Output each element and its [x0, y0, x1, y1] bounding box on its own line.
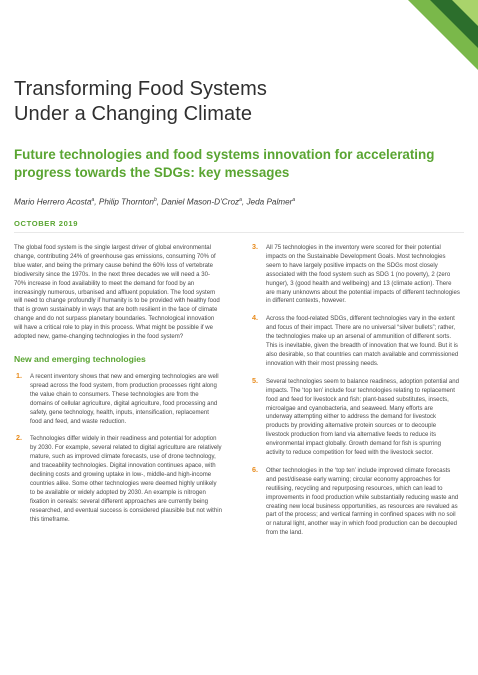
item-number: 4.	[252, 313, 258, 323]
title-line-2: Under a Changing Climate	[14, 103, 253, 125]
author-name: Daniel Mason-D’Croz	[161, 197, 240, 207]
item-number: 6.	[252, 464, 258, 474]
item-number: 5.	[252, 375, 258, 385]
divider	[14, 232, 464, 233]
right-column	[250, 244, 460, 547]
author-name: Philip Thornton	[98, 197, 154, 207]
author-affiliation-mark: a	[239, 197, 242, 203]
list-item	[250, 244, 460, 306]
left-column	[14, 244, 222, 533]
title-line-1: Transforming Food Systems	[14, 78, 267, 100]
subtitle: Future technologies and food systems innovation for accelerating progress towards the SDGs: key messages	[14, 147, 435, 180]
author-affiliation-mark: a	[292, 197, 296, 203]
item-text: Technologies differ widely in their readiness and potential for adoption by 2030. For example, several related to digital agriculture are relatively mature, such as improved climate forecasts, use of drone technology, and traceability technologies. Digital innovation continues apace, with declining costs and growing uptake in low-, middle-and high-income countries alike. Some other technologies were deemed highly unlikely to be available or widely adopted by 2030. An example is nitrogen fixation in cereals: several different approaches are currently being researched, and eventual success is considered plausible but not within this timeframe.	[30, 436, 222, 523]
item-text: Across the food-related SDGs, different technologies vary in the extent and focus of their impact. There are no universal “silver bullets”; rather, the technologies make up an arsenal of ammunition of different sorts. This is inevitable, given the breadth of innovation that we found. But it is also desirable, so that countries can match available and commissioned innovation with their most pressing needs.	[266, 316, 459, 367]
list-item	[250, 315, 460, 368]
item-text: A recent inventory shows that new and emerging technologies are well spread across the food system, from production processes right along the value chain to consumers. These technologies are from the domains of cellular agriculture, digital agriculture, food processing and safety, gene technology, health, inputs, intensification, replacement food and feed, and waste reduction.	[30, 373, 219, 425]
item-number: 3.	[252, 242, 258, 251]
item-number: 1.	[16, 370, 22, 380]
list-item	[14, 435, 222, 524]
item-text: Several technologies seem to balance readiness, adoption potential and impacts. The ‘top ten’ include four technologies relating to replacement food and feed for livestock and fish: plant-based substitutes, insects, microalgae and cyanobacteria, and seaweed. Many efforts are underway attempting either to address the demand for livestock products by providing alternative protein sources or to decouple livestock production from land via alternative feeds to reduce its environmental impact globally. Growth demand for fish is spurring activity to reduce competition for feed with the livestock sector.	[266, 378, 459, 457]
item-text: Other technologies in the ‘top ten’ include improved climate forecasts and pest/disease early warning; circular economy approaches for reutilising, recycling and repurposing resources, which can lead to improvements in food production while substantially reducing waste and creating new local business opportunities, as resources are revalued as part of the process; and vertical farming in confined spaces with no soil or natural light, another way in which food production can be decoupled from the land.	[266, 467, 459, 537]
author-name: Jeda Palmer	[246, 197, 293, 207]
page-title	[14, 77, 374, 127]
corner-graphic	[408, 0, 478, 70]
item-text: All 75 technologies in the inventory were scored for their potential impacts on the Sustainable Development Goals. Most technologies seem to have largely positive impacts on the SDGs most closely associated with the food system such as SDG 1 (no poverty), 2 (zero hunger), 3 (good health and wellbeing) and 13 (climate action). There are many unknowns about the potential impacts of different technologies in different contexts, however.	[266, 245, 460, 305]
author-affiliation-mark: a	[91, 197, 95, 203]
author-list: Mario Herrero Acosta$^a$, Philip Thornton$^b$, Daniel Mason-D’Croz$^a$, Jeda Palmer$^a$	[14, 197, 296, 207]
list-item	[14, 370, 222, 426]
list-item	[250, 375, 460, 458]
author-affiliation-mark: b	[153, 197, 157, 203]
publication-date: OCTOBER 2019	[14, 219, 79, 228]
item-number: 2.	[16, 433, 22, 443]
author-name: Mario Herrero Acosta	[14, 197, 92, 207]
intro-paragraph: The global food system is the single largest driver of global environmental change, contributing 24% of greenhouse gas emissions, consuming 70% of blue water, and being the primary cause behind the 60% loss of vertebrate biodiversity since the 1970s. In the next three decades we will need a 30-70% increase in food availability to meet the demand for food by an increasingly numerous, urbanised and affluent population. The food system will need to change profoundly if humanity is to be provided with healthy food that is grown sustainably in ways that are both resilient in the face of climate change and do not surpass planetary boundaries. Technological innovation will have a critical role to play in this process. What might be possible if we adopted new, game-changing technologies in the food system?	[14, 245, 220, 341]
section-heading: New and emerging technologies	[14, 353, 146, 364]
list-item	[250, 464, 460, 538]
